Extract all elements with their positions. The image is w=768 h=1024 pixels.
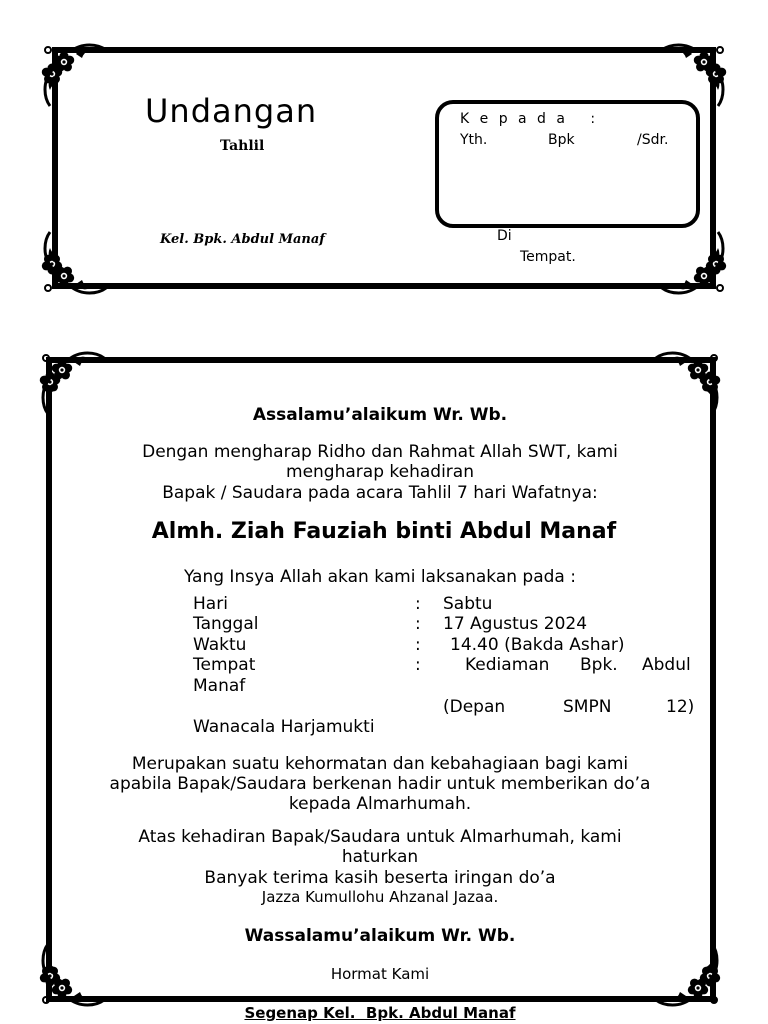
waktu-value: 14.40 (Bakda Ashar) — [450, 635, 625, 655]
tempat-label: Tempat. — [520, 249, 576, 265]
intro-line: Bapak / Saudara pada acara Tahlil 7 hari Wafatnya: — [162, 483, 598, 503]
yth-label: Yth. — [460, 132, 488, 148]
bpk-label: Bpk — [548, 132, 575, 148]
tanggal-label: Tanggal — [193, 614, 259, 634]
colon: : — [415, 635, 421, 655]
corner-ornament-icon — [658, 228, 728, 298]
tanggal-value: 17 Agustus 2024 — [443, 614, 588, 634]
intro-line: mengharap kehadiran — [286, 462, 474, 482]
closing: Wassalamu’alaikum Wr. Wb. — [244, 926, 516, 946]
thanks-line: Jazza Kumullohu Ahzanal Jazaa. — [261, 888, 499, 906]
honor-line: kepada Almarhumah. — [288, 794, 472, 814]
di-label: Di — [497, 228, 512, 244]
colon: : — [415, 614, 421, 634]
depan-text: SMPN — [563, 697, 612, 717]
tempat-value: Bpk. — [580, 655, 618, 675]
corner-ornament-icon — [40, 228, 110, 298]
thanks-line: Atas kehadiran Bapak/Saudara untuk Almarhumah, kami — [138, 827, 622, 847]
envelope-family: Kel. Bpk. Abdul Manaf — [160, 232, 325, 247]
envelope-title: Undangan — [145, 92, 318, 130]
kepada-label: K e p a d a : — [460, 111, 599, 127]
envelope-subtitle: Tahlil — [220, 138, 265, 154]
hari-label: Hari — [193, 594, 228, 614]
thanks-line: Banyak terima kasih beserta iringan do’a — [204, 868, 556, 888]
tempat-continuation: Manaf — [193, 676, 246, 696]
signature: Segenap Kel. Bpk. Abdul Manaf — [244, 1004, 516, 1022]
depan-text: (Depan — [443, 697, 506, 717]
sdr-label: /Sdr. — [637, 132, 669, 148]
schedule-intro: Yang Insya Allah akan kami laksanakan pada : — [184, 567, 576, 587]
hormat-kami: Hormat Kami — [330, 965, 430, 983]
colon: : — [415, 655, 421, 675]
corner-ornament-icon — [40, 40, 110, 110]
honor-line: apabila Bapak/Saudara berkenan hadir untuk memberikan do’a — [109, 774, 651, 794]
depan-text: 12) — [666, 697, 695, 717]
intro-line: Dengan mengharap Ridho dan Rahmat Allah SWT, kami — [142, 442, 618, 462]
colon: : — [415, 594, 421, 614]
tempat-label: Tempat — [193, 655, 256, 675]
hari-value: Sabtu — [443, 594, 493, 614]
waktu-label: Waktu — [193, 635, 247, 655]
tempat-value: Kediaman — [465, 655, 550, 675]
greeting: Assalamu’alaikum Wr. Wb. — [252, 405, 508, 425]
honor-line: Merupakan suatu kehormatan dan kebahagiaan bagi kami — [131, 754, 629, 774]
wanacala-text: Wanacala Harjamukti — [193, 717, 375, 737]
thanks-line: haturkan — [341, 847, 419, 867]
tempat-value: Abdul — [642, 655, 691, 675]
deceased-name: Almh. Ziah Fauziah binti Abdul Manaf — [151, 519, 617, 544]
